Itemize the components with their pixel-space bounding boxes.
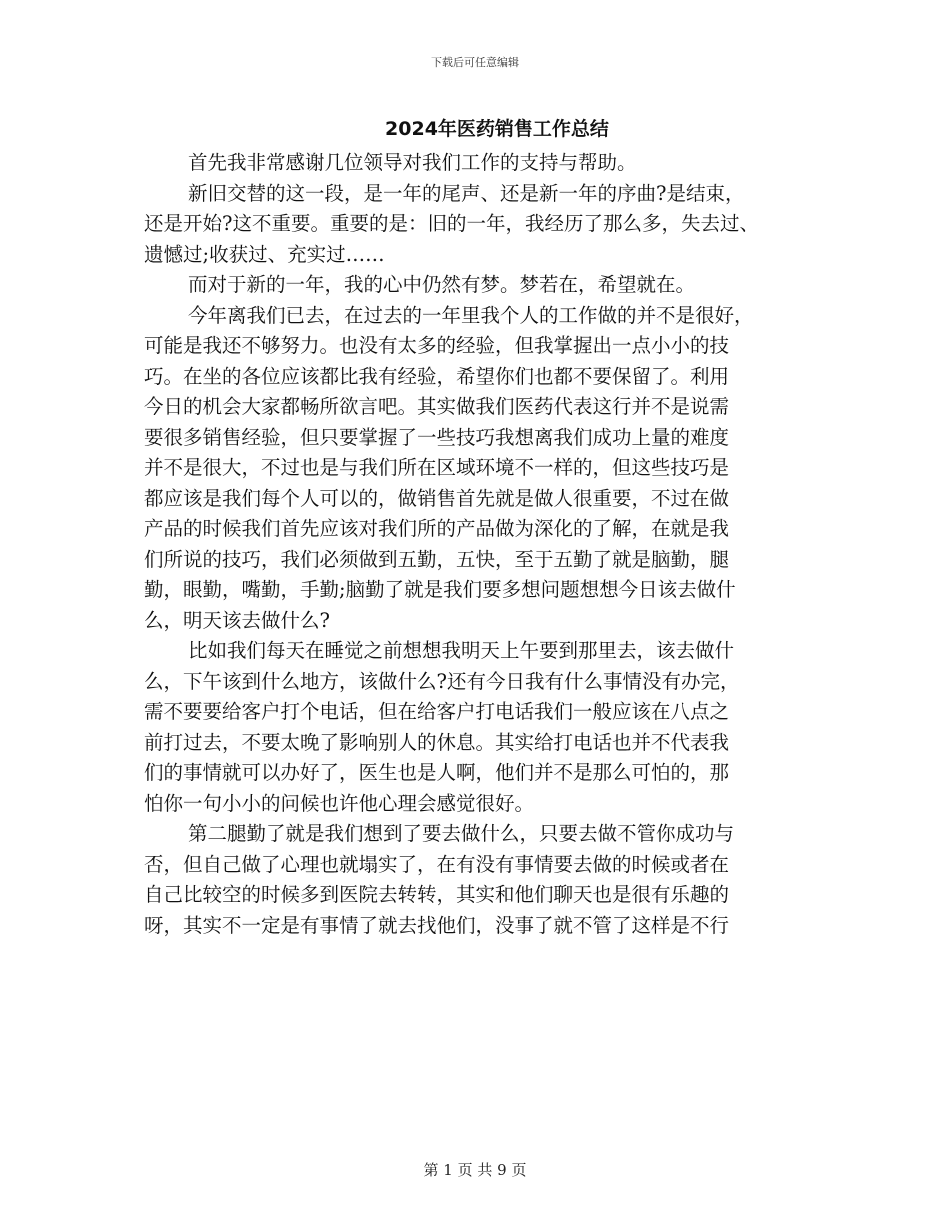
text-line: 今年离我们已去，在过去的一年里我个人的工作做的并不是很好， [188,303,754,327]
text-line: 呀，其实不一定是有事情了就去找他们，没事了就不管了这样是不行 [144,913,730,937]
text-line: 比如我们每天在睡觉之前想想我明天上午要到那里去，该去做什 [188,639,735,662]
text-line: 新旧交替的这一段，是一年的尾声、还是新一年的序曲?是结束， [188,181,745,205]
header-note: 下载后可任意编辑 [431,56,519,69]
text-line: 自己比较空的时候多到医院去转转，其实和他们聊天也是很有乐趣的 [144,883,730,906]
text-line: 们所说的技巧，我们必须做到五勤，五快，至于五勤了就是脑勤，腿 [144,547,730,571]
document-title: 2024年医药销售工作总结 [385,118,609,140]
text-line: 都应该是我们每个人可以的，做销售首先就是做人很重要，不过在做 [144,486,730,510]
text-line: 前打过去，不要太晚了影响别人的休息。其实给打电话也并不代表我 [144,730,730,754]
text-line: 么，下午该到什么地方，该做什么?还有今日我有什么事情没有办完， [144,669,740,693]
text-line: 么，明天该去做什么? [144,608,330,632]
text-line: 首先我非常感谢几位领导对我们工作的支持与帮助。 [188,151,637,174]
text-line: 勤，眼勤，嘴勤，手勤;脑勤了就是我们要多想问题想想今日该去做什 [144,578,736,601]
text-line: 需不要要给客户打个电话，但在给客户打电话我们一般应该在八点之 [144,700,730,723]
text-line: 可能是我还不够努力。也没有太多的经验，但我掌握出一点小小的技 [144,334,730,357]
text-line: 们的事情就可以办好了，医生也是人啊，他们并不是那么可怕的，那 [144,761,730,784]
text-line: 怕你一句小小的问候也许他心理会感觉很好。 [144,791,535,815]
text-line: 要很多销售经验，但只要掌握了一些技巧我想离我们成功上量的难度 [144,425,730,449]
page-number-footer: 第 1 页 共 9 页 [423,1161,527,1179]
document-body [144,148,824,941]
text-line: 而对于新的一年，我的心中仍然有梦。梦若在，希望就在。 [188,273,696,296]
text-line: 巧。在坐的各位应该都比我有经验，希望你们也都不要保留了。利用 [144,364,730,388]
text-line: 遗憾过;收获过、充实过…… [144,242,385,266]
text-line: 并不是很大，不过也是与我们所在区域环境不一样的，但这些技巧是 [144,456,730,479]
text-line: 第二腿勤了就是我们想到了要去做什么，只要去做不管你成功与 [188,822,735,845]
text-line: 今日的机会大家都畅所欲言吧。其实做我们医药代表这行并不是说需 [144,395,730,418]
text-line: 否，但自己做了心理也就塌实了，在有没有事情要去做的时候或者在 [144,852,730,876]
text-line: 还是开始?这不重要。重要的是：旧的一年，我经历了那么多，失去过、 [144,212,759,235]
text-line: 产品的时候我们首先应该对我们所的产品做为深化的了解，在就是我 [144,517,730,540]
